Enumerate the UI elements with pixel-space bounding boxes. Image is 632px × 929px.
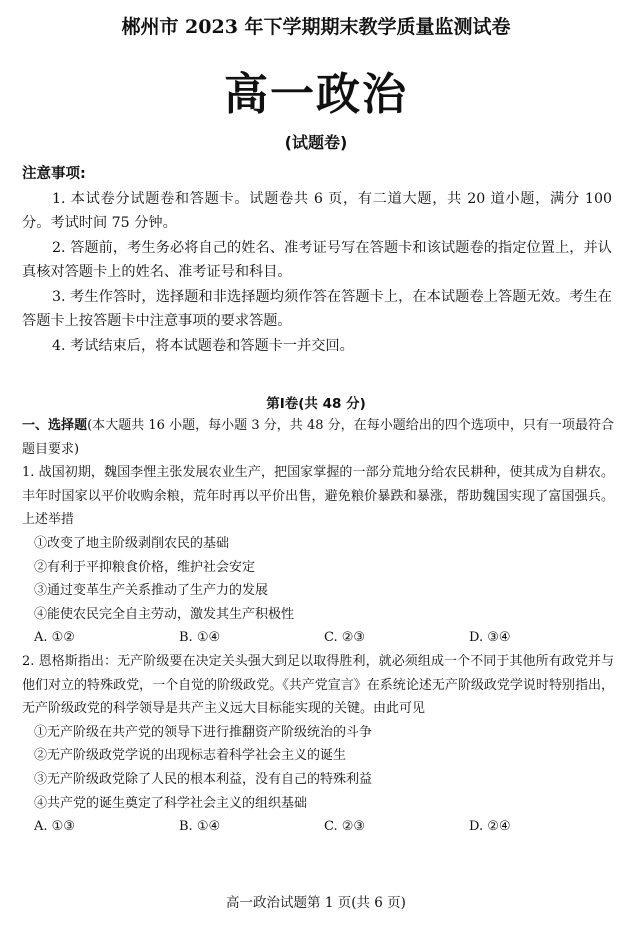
notice-item: 4. 考试结束后，将本试题卷和答题卡一并交回。 (52, 337, 354, 354)
answer-choices (22, 626, 614, 650)
choice-b: B. ①④ (179, 819, 221, 835)
question-option: ④能使农民完全自主劳动，激发其生产积极性 (34, 606, 295, 622)
question-option: ②有利于平抑粮食价格，维护社会安定 (34, 559, 256, 575)
notice-item: 3. 考生作答时，选择题和非选择题均须作答在答题卡上，在本试题卷上答题无效。考生在答题卡上按答题卡中注意事项的要求答题。 (22, 288, 612, 329)
exam-name: 郴州市 2023 年下学期期末教学质量监测试卷 (121, 16, 511, 38)
notice-block (22, 162, 612, 358)
question-option: ③无产阶级政党除了人民的根本利益，没有自己的特殊利益 (34, 771, 373, 787)
answer-choices (22, 815, 614, 839)
question-option: ①无产阶级在共产党的领导下进行推翻资产阶级统治的斗争 (34, 724, 373, 740)
part-label: 一、选择题 (22, 418, 88, 433)
notice-heading: 注意事项: (22, 166, 86, 182)
question-2 (22, 650, 614, 839)
choice-a: A. ①② (34, 630, 75, 646)
question-option: ①改变了地主阶级剥削农民的基础 (34, 535, 230, 551)
choice-a: A. ①③ (34, 819, 75, 835)
notice-item: 2. 答题前，考生务必将自己的姓名、准考证号写在答题卡和该试题卷的指定位置上，并认真核对答题卡上的姓名、准考证号和科目。 (22, 239, 612, 280)
choice-d: D. ③④ (469, 630, 511, 646)
part-intro (22, 414, 614, 461)
subject-title: 高一政治 (224, 69, 408, 120)
choice-c: C. ②③ (324, 630, 366, 646)
notice-item: 1. 本试卷分试题卷和答题卡。试题卷共 6 页，有二道大题，共 20 道小题，满分 100 分。考试时间 75 分钟。 (22, 190, 612, 231)
choice-d: D. ②④ (469, 819, 511, 835)
section-title: 第Ⅰ卷(共 48 分) (266, 396, 366, 412)
question-option: ④共产党的诞生奠定了科学社会主义的组织基础 (34, 795, 308, 811)
page-footer: 高一政治试题第 1 页(共 6 页) (226, 895, 406, 911)
question-stem: 1. 战国初期，魏国李悝主张发展农业生产，把国家掌握的一部分荒地分给农民耕种，使其成为自耕农。丰年时国家以平价收购余粮，荒年时再以平价出售，避免粮价暴跌和暴涨，帮助魏国实现了富国强兵。上述举措 (22, 465, 614, 528)
questions-block (22, 414, 614, 839)
question-option: ②无产阶级政党学说的出现标志着科学社会主义的诞生 (34, 748, 347, 764)
choice-b: B. ①④ (179, 630, 221, 646)
question-option: ③通过变革生产关系推动了生产力的发展 (34, 583, 269, 599)
question-stem: 2. 恩格斯指出：无产阶级要在决定关头强大到足以取得胜利，就必须组成一个不同于其他所有政党并与他们对立的特殊政党，一个自觉的阶级政党。《共产党宣言》在系统论述无产阶级政党学说时特别指出，无产阶级政党的科学领导是共产主义远大目标能实现的关键。由此可见 (22, 653, 614, 717)
part-description: (本大题共 16 小题，每小题 3 分，共 48 分，在每小题给出的四个选项中，只有一项最符合题目要求) (22, 418, 614, 457)
paper-type: (试题卷) (284, 133, 348, 152)
question-1 (22, 461, 614, 650)
choice-c: C. ②③ (324, 819, 366, 835)
